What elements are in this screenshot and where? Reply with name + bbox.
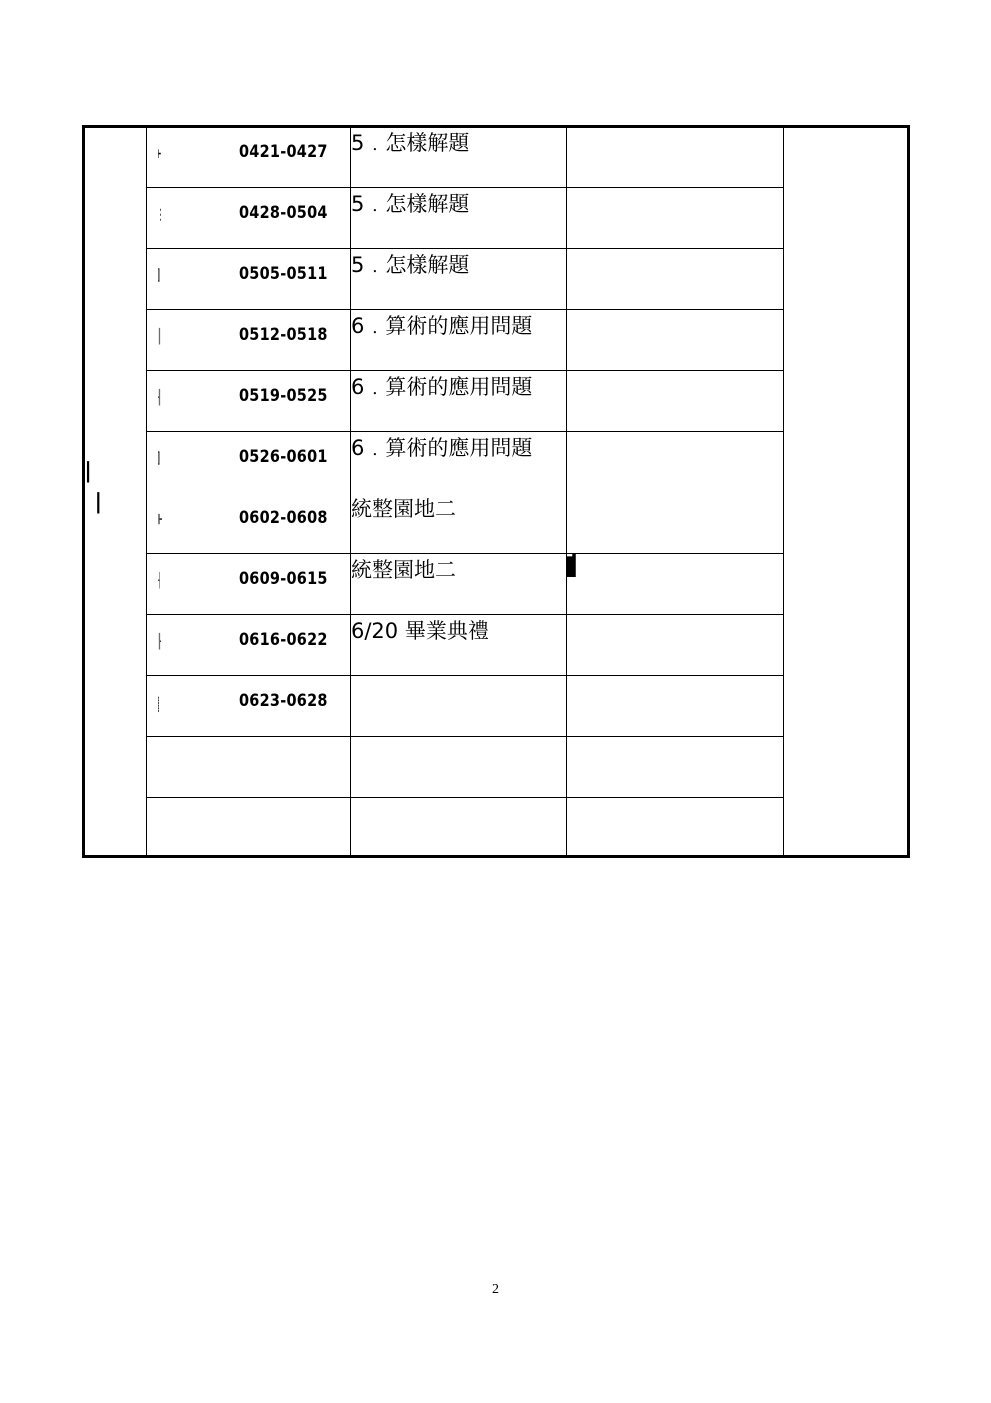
row-mark: ⸽ — [158, 697, 160, 713]
row-mark: ⋮ — [158, 207, 163, 223]
row-divider — [146, 675, 783, 676]
unit-topic: 5﹒怎樣解題 — [351, 253, 470, 277]
row-divider — [146, 797, 783, 798]
row-mark: ║ — [158, 329, 161, 345]
week-date: 0421-0427 — [239, 142, 328, 162]
row-divider — [146, 553, 783, 554]
week-date: 0616-0622 — [239, 630, 328, 650]
side-mark: ▌ — [87, 462, 92, 483]
row-divider — [146, 736, 783, 737]
row-mark: ╢ — [158, 390, 161, 406]
week-date: 0609-0615 — [239, 569, 328, 589]
col-divider-2 — [350, 128, 351, 855]
row-mark: ┤ — [158, 573, 161, 589]
note-mark: ▇▋ — [567, 553, 578, 577]
row-mark: ⊩ — [158, 512, 163, 528]
row-mark: ╟ — [158, 634, 161, 650]
row-mark: ⊢ — [158, 146, 161, 162]
side-mark: ▐ — [95, 493, 100, 514]
row-mark: ⫿ — [158, 268, 160, 284]
week-date: 0602-0608 — [239, 508, 328, 528]
unit-topic: 6/20 畢業典禮 — [351, 619, 489, 643]
unit-topic: 6﹒算術的應用問題 — [351, 375, 533, 399]
week-date: 0526-0601 — [239, 447, 328, 467]
unit-topic: 6﹒算術的應用問題 — [351, 436, 533, 460]
week-date: 0505-0511 — [239, 264, 328, 284]
week-date: 0519-0525 — [239, 386, 328, 406]
unit-topic: 5﹒怎樣解題 — [351, 192, 470, 216]
unit-topic: 統整園地二 — [351, 558, 456, 582]
col-divider-1 — [146, 128, 147, 855]
unit-topic: 統整園地二 — [351, 497, 456, 521]
col-divider-4 — [783, 128, 784, 855]
col-divider-3 — [566, 128, 567, 855]
schedule-table — [82, 125, 910, 858]
week-date: 0428-0504 — [239, 203, 328, 223]
page-number: 2 — [492, 1282, 499, 1297]
week-date: 0512-0518 — [239, 325, 328, 345]
unit-topic: 5﹒怎樣解題 — [351, 131, 470, 155]
week-date: 0623-0628 — [239, 691, 328, 711]
row-mark: ⫿ — [158, 451, 160, 467]
unit-topic: 6﹒算術的應用問題 — [351, 314, 533, 338]
